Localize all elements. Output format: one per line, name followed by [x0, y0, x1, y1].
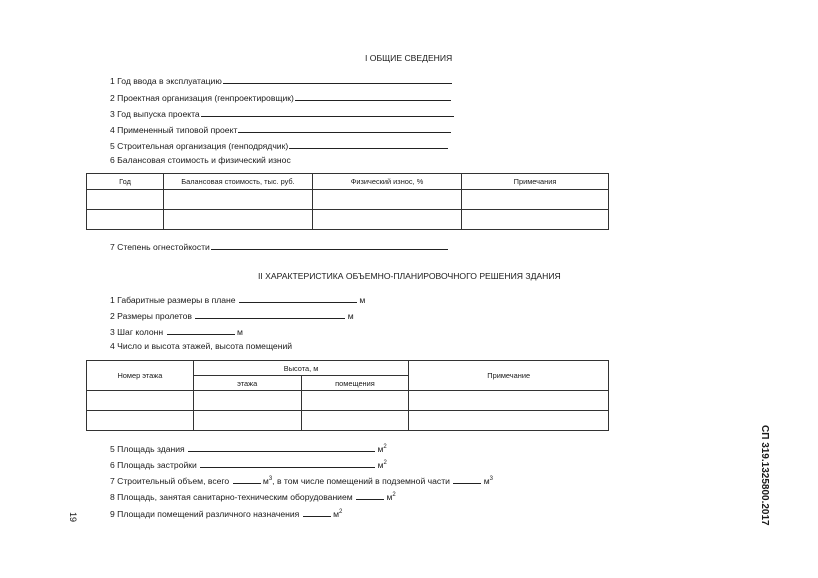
- field-fire-resistance: [110, 240, 448, 253]
- fill-line[interactable]: [303, 507, 331, 517]
- unit: $м^3$: [262, 476, 273, 486]
- field-span-sizes: [110, 309, 354, 322]
- field-label: 3 Год выпуска проекта: [110, 109, 200, 119]
- fill-line[interactable]: [233, 474, 261, 484]
- unit: м: [236, 327, 243, 337]
- field-typical-project: [110, 123, 451, 136]
- field-label: 5 Площадь здания: [110, 444, 185, 454]
- field-label: 7 Степень огнестойкости: [110, 242, 210, 252]
- fill-line[interactable]: [200, 458, 375, 468]
- unit: $м^2$: [377, 444, 387, 454]
- section2-title: II ХАРАКТЕРИСТИКА ОБЪЕМНО-ПЛАНИРОВОЧНОГО РЕШЕНИЯ ЗДАНИЯ: [258, 271, 561, 281]
- table-row: [87, 391, 609, 411]
- unit: м: [359, 295, 366, 305]
- col-notes: Примечания: [462, 174, 609, 190]
- field-floors: 4 Число и высота этажей, высота помещений: [110, 341, 293, 351]
- field-label: 6 Площадь застройки: [110, 460, 197, 470]
- fill-line[interactable]: [356, 490, 384, 500]
- balance-table: [86, 173, 609, 230]
- table-row: [87, 190, 609, 210]
- fill-line[interactable]: [211, 240, 448, 250]
- fill-line[interactable]: [201, 107, 454, 117]
- col-room-height: помещения: [301, 376, 409, 391]
- unit: $м^3$: [483, 476, 493, 486]
- field-construction-volume: [110, 474, 493, 487]
- field-label: 4 Примененный типовой проект: [110, 125, 238, 135]
- col-balance-cost: Балансовая стоимость, тыс. руб.: [164, 174, 313, 190]
- col-height: Высота, м: [193, 361, 409, 376]
- field-sanitary-area: [110, 490, 396, 503]
- col-note: Примечание: [409, 361, 609, 391]
- field-design-org: [110, 91, 451, 104]
- field-label: 2 Проектная организация (генпроектировщик): [110, 93, 294, 103]
- field-room-areas: [110, 507, 342, 520]
- field-building-area: [110, 442, 387, 455]
- field-label: 5 Строительная организация (генподрядчик): [110, 141, 289, 151]
- field-construction-org: [110, 139, 448, 152]
- table-row: [87, 411, 609, 431]
- col-storey-height: этажа: [193, 376, 301, 391]
- fill-line[interactable]: [239, 293, 357, 303]
- field-label: 9 Площади помещений различного назначения: [110, 509, 300, 519]
- field-label: 1 Год ввода в эксплуатацию: [110, 76, 222, 86]
- field-column-step: [110, 325, 243, 338]
- field-commissioning-year: [110, 74, 452, 87]
- unit: м: [347, 311, 354, 321]
- fill-line[interactable]: [167, 325, 235, 335]
- fill-line[interactable]: [195, 309, 345, 319]
- col-floor-number: Номер этажа: [87, 361, 194, 391]
- floors-table: [86, 360, 609, 431]
- field-footprint-area: [110, 458, 387, 471]
- field-label: 3 Шаг колонн: [110, 327, 164, 337]
- fill-line[interactable]: [238, 123, 451, 133]
- field-label: , в том числе помещений в подземной части: [272, 476, 450, 486]
- unit: $м^2$: [377, 460, 387, 470]
- fill-line[interactable]: [188, 442, 375, 452]
- unit: $м^2$: [333, 509, 343, 519]
- fill-line[interactable]: [295, 91, 451, 101]
- field-label: 2 Размеры пролетов: [110, 311, 192, 321]
- field-overall-dimensions: [110, 293, 365, 306]
- field-label: 8 Площадь, занятая санитарно-техническим оборудованием: [110, 492, 353, 502]
- section1-title: I ОБЩИЕ СВЕДЕНИЯ: [365, 53, 453, 63]
- doc-code: СП 319.1325800.2017: [759, 425, 770, 526]
- fill-line[interactable]: [223, 74, 452, 84]
- unit: $м^2$: [386, 492, 396, 502]
- table-row: [87, 210, 609, 230]
- col-wear: Физический износ, %: [313, 174, 462, 190]
- col-year: Год: [87, 174, 164, 190]
- field-label: 7 Строительный объем, всего: [110, 476, 230, 486]
- field-project-year: [110, 107, 454, 120]
- fill-line[interactable]: [289, 139, 448, 149]
- field-label: 1 Габаритные размеры в плане: [110, 295, 236, 305]
- fill-line[interactable]: [453, 474, 481, 484]
- field-balance-cost: 6 Балансовая стоимость и физический износ: [110, 155, 291, 165]
- page-number: 19: [68, 512, 78, 523]
